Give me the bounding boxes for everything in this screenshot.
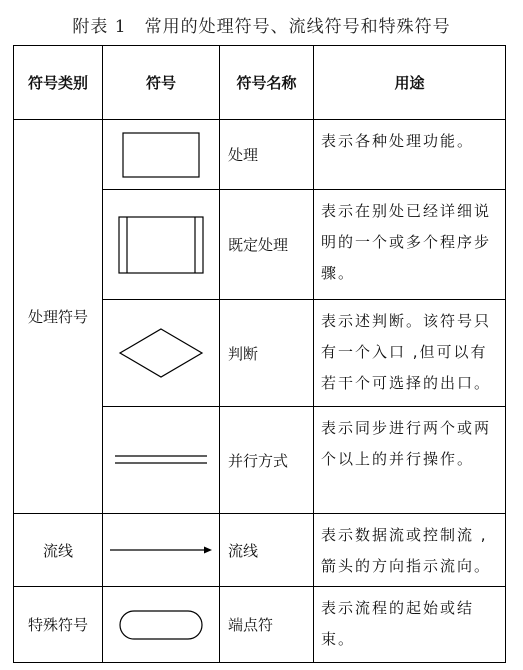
decision-diamond-icon xyxy=(118,327,204,379)
symbol-usage: 表示数据流或控制流 ,箭头的方向指示流向。 xyxy=(314,514,506,587)
process-rectangle-icon xyxy=(121,131,201,179)
table-header-row xyxy=(14,46,506,120)
symbol-usage: 表示述判断。该符号只有一个入口 ,但可以有若干个可选择的出口。 xyxy=(314,300,506,407)
symbol-cell xyxy=(103,300,220,407)
table-row xyxy=(14,120,506,190)
symbol-name: 判断 xyxy=(220,300,314,407)
table-row xyxy=(14,587,506,663)
symbol-name: 并行方式 xyxy=(220,407,314,514)
symbol-cell xyxy=(103,190,220,300)
symbol-name: 既定处理 xyxy=(220,190,314,300)
header-usage: 用途 xyxy=(314,46,506,120)
flowchart-symbols-table xyxy=(13,45,506,663)
symbol-name: 处理 xyxy=(220,120,314,190)
symbol-cell xyxy=(103,514,220,587)
symbol-cell xyxy=(103,587,220,663)
symbol-cell xyxy=(103,407,220,514)
table-caption: 附表 1 常用的处理符号、流线符号和特殊符号 xyxy=(72,17,451,37)
symbol-usage: 表示在别处已经详细说明的一个或多个程序步骤。 xyxy=(314,190,506,300)
parallel-mode-icon xyxy=(114,454,208,466)
symbol-usage: 表示同步进行两个或两个以上的并行操作。 xyxy=(314,407,506,514)
predefined-process-icon xyxy=(117,215,205,275)
header-symbol: 符号 xyxy=(103,46,220,120)
symbol-name: 流线 xyxy=(220,514,314,587)
symbol-cell xyxy=(103,120,220,190)
symbol-name: 端点符 xyxy=(220,587,314,663)
header-name: 符号名称 xyxy=(220,46,314,120)
header-category: 符号类别 xyxy=(14,46,103,120)
terminator-icon xyxy=(118,609,204,641)
category-special: 特殊符号 xyxy=(14,587,103,663)
flowline-arrow-icon xyxy=(109,544,213,556)
table-row xyxy=(14,514,506,587)
symbol-usage: 表示各种处理功能。 xyxy=(314,120,506,190)
symbol-usage: 表示流程的起始或结束。 xyxy=(314,587,506,663)
category-flowline: 流线 xyxy=(14,514,103,587)
category-processing: 处理符号 xyxy=(14,120,103,514)
